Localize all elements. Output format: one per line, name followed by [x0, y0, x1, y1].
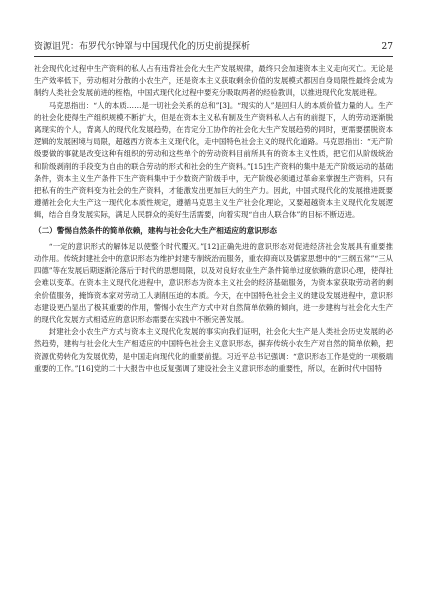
paragraph: 封建社会小农生产方式与资本主义现代化发展的事实向我们证明，社会化大生产是人类社会历史发展的必然趋势，建构与社会化大生产相适应的中国特色社会主义意识形态，摒弃传统小农生产对自然的简单依赖，把资源优势转化为发展优势，是中国走向现代化的重要前提。习近平总书记强调：“意识形态工作是党的一项极端重要的工作。”[16]党的二十大报告中也反复强调了建设社会主义意识形态的重要性，所以，在新时代中国特	[34, 327, 393, 373]
running-title: 资源诅咒：布罗代尔钟罩与中国现代化的历史前提探析	[34, 42, 251, 52]
body-text	[34, 63, 393, 375]
paragraph: 社会现代化过程中生产资料的私人占有违背社会化大生产发展规律，最终只会加速资本主义走向灭亡。无论是生产效率低下，劳动相对分散的小农生产，还是资本主义获取剩余价值的发展模式都因自身局限性最终会成为制约人类社会发展前进的桎梏，中国式现代化过程中要充分吸取两者的经验教训，以推进现代化发展进程。	[34, 64, 393, 98]
page-number: 27	[381, 42, 393, 52]
running-header	[34, 42, 393, 53]
section-heading: （二）警惕自然条件的简单依赖，建构与社会化大生产相适应的意识形态	[34, 225, 277, 235]
header-divider	[34, 56, 393, 57]
paragraph: 马克思指出：“人的本质……是一切社会关系的总和”[3]。“现实的人”是回归人的本质价值力量的人。生产的社会化使得生产组织规模不断扩大，但是在资本主义私有制及生产资料私人占有的前提下，人的劳动逐渐脱离现实的个人，背离人的现代化发展趋势，在肯定分工协作的社会化大生产发展趋势的同时，更需要摆脱资本逻辑的发展困境与局限，超越西方资本主义现代化，走中国特色社会主义的现代化道路。马克思指出：“无产阶级要做的事就是改变这种有组织的劳动和这些单个的劳动资料目前所具有的资本主义性质，把它们从阶级统治和阶级剥削的手段变为自由的联合劳动的形式和社会的生产资料。”[15]生产资料的集中是无产阶级运动的基础条件，资本主义生产条件下生产资料集中于少数资产阶级手中，无产阶级必须通过革命来掌握生产资料，只有把私有的生产资料变为社会的生产资料，才能激发出更加巨大的生产力。因此，中国式现代化的发展推进既要遵循社会化大生产这一现代化本质性规定，遵循马克思主义生产社会化理论，又要超越资本主义现代化发展逻辑，结合自身发展实际，满足人民群众的美好生活需要，向着实现“自由人联合体”的目标不断迈进。	[34, 100, 393, 220]
paragraph: “一定的意识形式的解体足以使整个时代覆灭。”[12]正确先进的意识形态对促进经济社会发展具有重要推动作用。传统封建社会中的意识形态为维护封建专制统治而服务，重农抑商以及儒家思想中的“三纲五常”“三从四德”等在发展后期逐渐沦落后于时代的思想局限，以及对良好农业生产条件简单过度依赖的意识心理，使得社会难以变革。在资本主义现代化进程中，意识形态为资本主义社会的经济基础服务，为资本家获取劳动者的剩余价值服务，掩饰资本家对劳动工人剥削压迫的本质。今天，在中国特色社会主义的建设发展进程中，意识形态建设更凸显出了极其重要的作用，警惕小农生产方式中对自然简单依赖的倾向，进一步建构与社会化大生产的现代化发展方式相适应的意识形态需要在实践中不断完善发展。	[34, 241, 393, 325]
